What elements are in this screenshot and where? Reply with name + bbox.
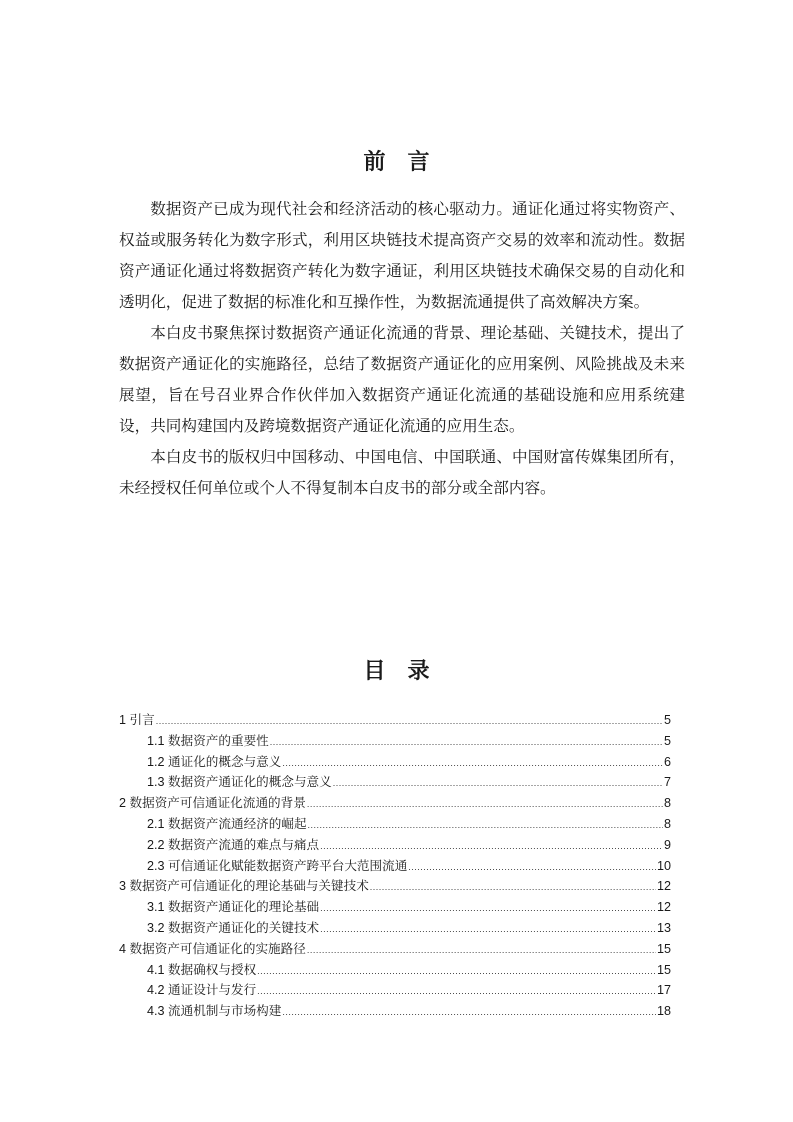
toc-entry[interactable] — [119, 752, 671, 773]
toc-entry-page: 8 — [663, 796, 671, 811]
toc-entry-title: 2.1 数据资产流通经济的崛起 — [147, 816, 307, 831]
toc-entry[interactable] — [119, 772, 671, 793]
toc-leader-dots — [408, 856, 656, 878]
toc-entry-title: 3.2 数据资产通证化的关键技术 — [147, 920, 320, 935]
toc-entry-title: 1 引言 — [119, 713, 155, 727]
toc-leader-dots — [320, 835, 663, 857]
toc-entry-title: 4.3 流通机制与市场构建 — [147, 1004, 282, 1019]
toc-entry-page: 12 — [656, 879, 671, 894]
toc-entry-page: 12 — [656, 900, 671, 915]
toc-entry-title: 3 数据资产可信通证化的理论基础与关键技术 — [119, 879, 369, 894]
toc-leader-dots — [320, 897, 656, 919]
toc-entry-page: 13 — [656, 920, 671, 935]
toc-entry-page: 8 — [663, 816, 671, 831]
toc-entry-title: 1.1 数据资产的重要性 — [147, 733, 269, 748]
toc-entry-page: 5 — [663, 713, 671, 727]
toc-entry-title: 4.2 通证设计与发行 — [147, 983, 257, 998]
toc-leader-dots — [307, 939, 656, 961]
toc-entry[interactable] — [119, 960, 671, 981]
toc-entry-page: 5 — [663, 733, 671, 748]
toc-entry[interactable] — [119, 897, 671, 918]
toc-entry-page: 6 — [663, 754, 671, 769]
preface-paragraph: 数据资产已成为现代社会和经济活动的核心驱动力。通证化通过将实物资产、权益或服务转化为数字形式，利用区块链技术提高资产交易的效率和流动性。数据资产通证化通过将数据资产转化为数字通证，利用区块链技术确保交易的自动化和透明化，促进了数据的标准化和互操作性，为数据流通提供了高效解决方案。 — [119, 201, 685, 311]
toc-entry-page: 15 — [656, 962, 671, 977]
toc-entry-page: 15 — [656, 941, 671, 956]
toc-entry-title: 4.1 数据确权与授权 — [147, 962, 257, 977]
toc-entry-title: 1.3 数据资产通证化的概念与意义 — [147, 775, 332, 790]
toc-leader-dots — [270, 731, 663, 753]
preface-title: 前 言 — [363, 149, 430, 174]
toc-title: 目 录 — [363, 658, 430, 683]
toc-leader-dots — [308, 814, 663, 836]
toc-entry-title: 2.3 可信通证化赋能数据资产跨平台大范围流通 — [147, 858, 408, 873]
toc-leader-dots — [282, 1001, 656, 1023]
toc-entry-title: 3.1 数据资产通证化的理论基础 — [147, 900, 320, 915]
toc-entry-page: 9 — [663, 837, 671, 852]
toc-entry-title: 1.2 通证化的概念与意义 — [147, 754, 282, 769]
preface-body — [119, 194, 685, 504]
toc-entry[interactable] — [119, 856, 671, 877]
toc-entry[interactable] — [119, 980, 671, 1001]
toc-entry-page: 10 — [656, 858, 671, 873]
toc-leader-dots — [320, 918, 656, 940]
toc-leader-dots — [257, 980, 656, 1002]
preface-paragraph: 本白皮书的版权归中国移动、中国电信、中国联通、中国财富传媒集团所有，未经授权任何单位或个人不得复制本白皮书的部分或全部内容。 — [119, 449, 685, 497]
toc-entry[interactable] — [119, 1001, 671, 1022]
toc-entry[interactable] — [119, 918, 671, 939]
toc-entry-page: 7 — [663, 775, 671, 790]
toc-entry[interactable] — [119, 814, 671, 835]
toc-entry-title: 4 数据资产可信通证化的实施路径 — [119, 941, 306, 956]
toc-entry[interactable] — [119, 710, 671, 731]
toc-leader-dots — [333, 772, 663, 794]
toc-leader-dots — [156, 710, 663, 732]
toc-leader-dots — [282, 752, 663, 774]
preface-paragraph: 本白皮书聚焦探讨数据资产通证化流通的背景、理论基础、关键技术，提出了数据资产通证化的实施路径，总结了数据资产通证化的应用案例、风险挑战及未来展望，旨在号召业界合作伙伴加入数据资产通证化流通的基础设施和应用系统建设，共同构建国内及跨境数据资产通证化流通的应用生态。 — [119, 325, 685, 435]
toc-leader-dots — [307, 793, 663, 815]
toc-entry-title: 2 数据资产可信通证化流通的背景 — [119, 796, 306, 811]
toc-entry[interactable] — [119, 835, 671, 856]
toc-entry[interactable] — [119, 876, 671, 897]
toc-entry-page: 17 — [656, 983, 671, 998]
toc-leader-dots — [257, 960, 656, 982]
toc-entry[interactable] — [119, 731, 671, 752]
table-of-contents — [119, 710, 671, 1022]
toc-entry[interactable] — [119, 939, 671, 960]
toc-entry-page: 18 — [656, 1004, 671, 1019]
toc-entry-title: 2.2 数据资产流通的难点与痛点 — [147, 837, 320, 852]
toc-entry[interactable] — [119, 793, 671, 814]
toc-leader-dots — [370, 876, 656, 898]
